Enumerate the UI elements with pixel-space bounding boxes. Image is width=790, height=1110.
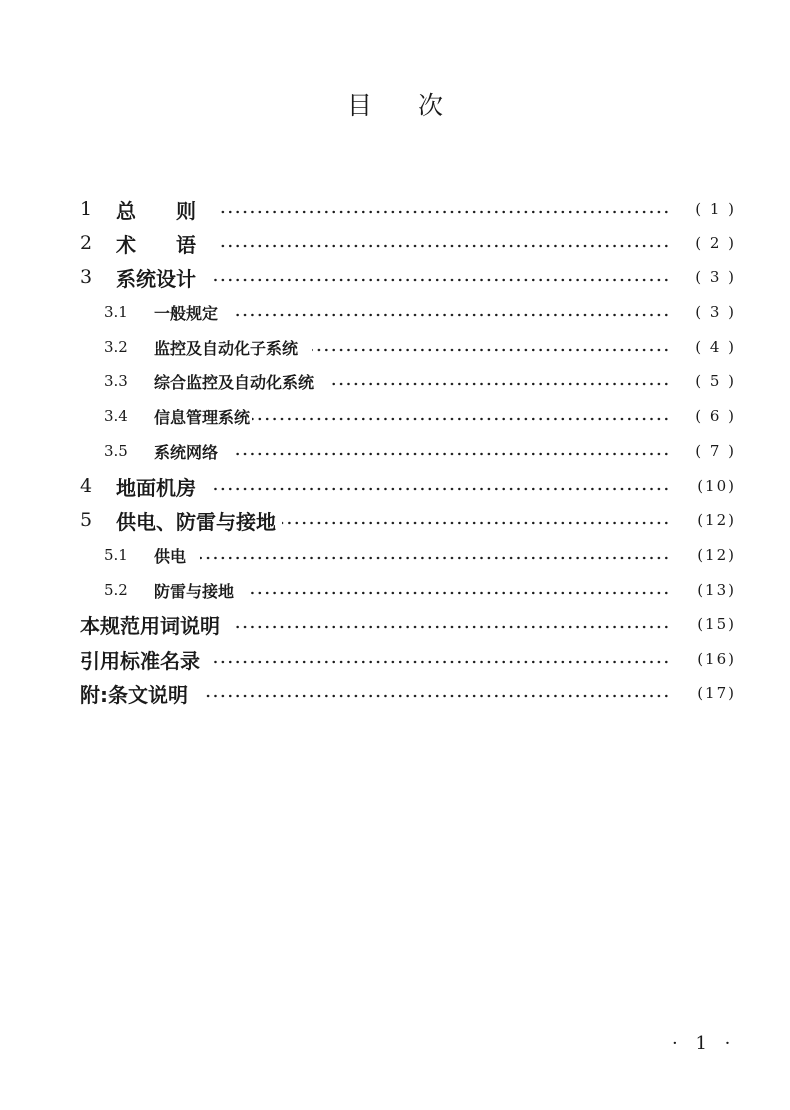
toc-entry-page: ( 5 ) [695,372,736,390]
toc-entry-3-5[interactable] [104,434,736,468]
toc-entry-usage-notes[interactable] [80,607,736,641]
dot-leader [214,660,670,664]
toc-entry-label: 防雷与接地 [154,581,235,601]
toc-entry-label: 供电 [154,546,187,566]
dot-leader [220,210,670,214]
toc-entry-label: 监控及自动化子系统 [154,338,299,358]
toc-entry-5[interactable] [80,503,736,537]
toc-entry-3[interactable] [80,260,736,294]
toc-entry-number: 3 [80,266,93,288]
toc-entry-label: 附:条文说明 [80,682,188,707]
toc-entry-page: ( 3 ) [695,303,736,321]
toc-entry-appendix[interactable] [80,676,736,710]
toc-entry-number: 5.1 [104,546,128,564]
toc-entry-page: (15) [697,615,736,633]
toc-entry-page: (16) [697,650,736,668]
toc-entry-number: 5 [80,509,93,531]
toc-entry-page: ( 4 ) [695,338,736,356]
toc-entry-label: 综合监控及自动化系统 [154,372,315,392]
toc-entry-cited-standards[interactable] [80,642,736,676]
toc-entry-page: ( 6 ) [695,407,736,425]
toc-entry-page: ( 7 ) [695,442,736,460]
toc-entry-label: 引用标准名录 [80,648,200,673]
toc-entry-page: ( 3 ) [695,268,736,286]
toc-entry-label: 信息管理系统 [154,407,251,427]
toc-entry-1[interactable] [80,192,736,226]
toc-entry-page: ( 2 ) [695,234,736,252]
toc-entry-number: 3.2 [104,338,128,356]
toc-entry-page: ( 1 ) [695,200,736,218]
dot-leader [252,417,670,421]
page-title: 目次 [346,91,489,120]
toc-entry-2[interactable] [80,226,736,260]
dot-leader [248,591,670,595]
toc-entry-label: 本规范用词说明 [80,613,220,638]
toc-entry-page: (12) [697,511,736,529]
dot-leader [234,625,670,629]
toc-entry-number: 3.3 [104,372,128,390]
toc-entry-number: 4 [80,475,93,497]
dot-leader [220,244,670,248]
dot-leader [232,452,670,456]
toc-entry-number: 5.2 [104,581,128,599]
toc-entry-label: 地面机房 [116,475,196,500]
toc-entry-label: 系统设计 [116,266,196,291]
toc-entry-3-3[interactable] [104,364,736,398]
toc-entry-page: (10) [697,477,736,495]
dot-leader [202,694,670,698]
toc-entry-5-1[interactable] [104,538,736,572]
toc-entry-page: (12) [697,546,736,564]
dot-leader [232,313,670,317]
toc-entry-3-1[interactable] [104,295,736,329]
dot-leader [200,556,670,560]
dot-leader [210,278,670,282]
toc-entry-number: 3.4 [104,407,128,425]
toc-entry-number: 1 [80,198,93,220]
toc-entry-label: 术 语 [116,232,206,257]
toc-entry-label: 总 则 [116,198,206,223]
toc-entry-number: 3.5 [104,442,128,460]
toc-entry-page: (17) [697,684,736,702]
toc-entry-label: 供电、防雷与接地 [116,509,276,534]
toc-entry-label: 系统网络 [154,442,219,462]
page-number: · 1 · [672,1033,737,1054]
toc-entry-number: 3.1 [104,303,128,321]
toc-entry-label: 一般规定 [154,303,219,323]
dot-leader [210,487,670,491]
dot-leader [312,348,670,352]
toc-entry-3-2[interactable] [104,330,736,364]
toc-entry-page: (13) [697,581,736,599]
toc-entry-5-2[interactable] [104,573,736,607]
toc-entry-number: 2 [80,232,93,254]
dot-leader [282,521,670,525]
toc-entry-3-4[interactable] [104,399,736,433]
dot-leader [328,382,670,386]
toc-entry-4[interactable] [80,469,736,503]
